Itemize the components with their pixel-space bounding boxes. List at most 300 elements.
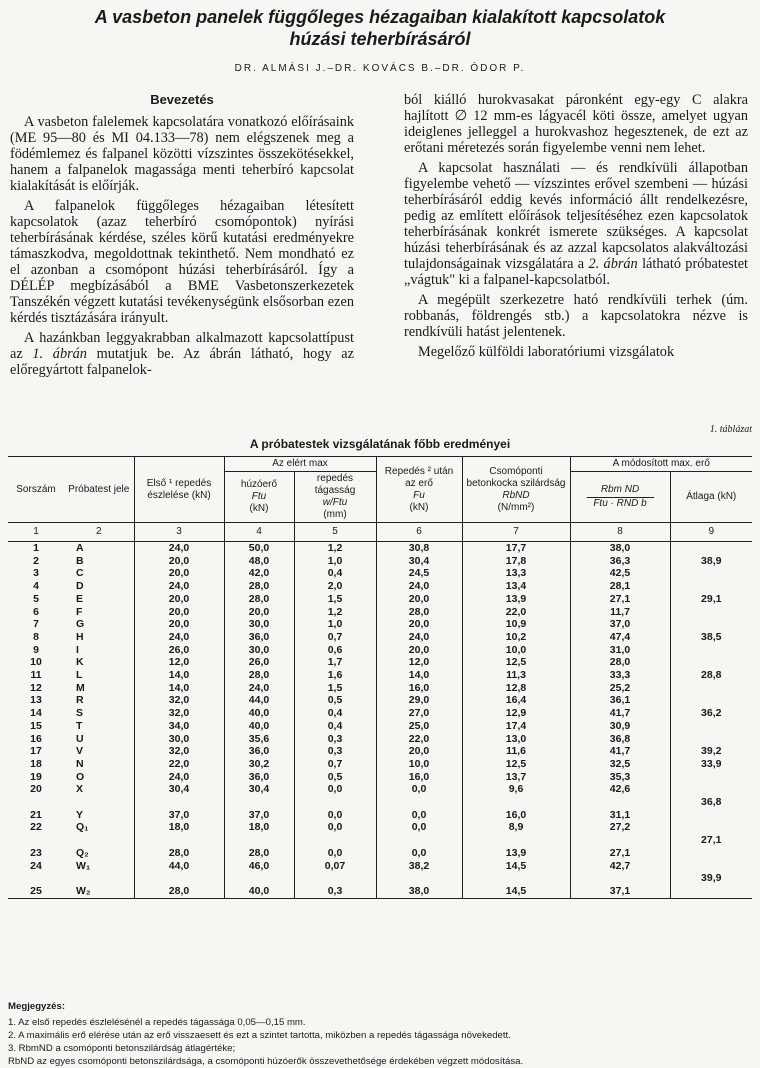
cell-huzoero: 28,0: [224, 669, 294, 682]
cell-jel: L: [76, 669, 83, 682]
cell-sorszam: 1: [33, 542, 39, 554]
cell-atlag: [670, 682, 752, 695]
cell-jel: D: [76, 580, 84, 593]
cell-elso: 34,0: [134, 720, 224, 733]
cell-huzoero: 36,0: [224, 771, 294, 784]
cell-huzoero: 42,0: [224, 567, 294, 580]
table-body: [8, 542, 752, 899]
cell-atlag: 36,8: [670, 796, 752, 809]
cell-repedes: 1,0: [294, 618, 376, 631]
note-3: 3. RbmND a csomóponti betonszilárdság átlagértéke;: [8, 1043, 236, 1054]
header-csomo-symbol: RbND: [502, 489, 530, 501]
formula-numerator: Rbm ND: [600, 484, 640, 495]
cell-atlag: 27,1: [670, 834, 752, 847]
cell-modos: 28,1: [570, 580, 670, 593]
cell-sorszam: 14: [30, 707, 42, 720]
cell-modos: [570, 872, 670, 885]
title-line-1: A vasbeton panelek függőleges hézagaiban kialakított kapcsolatok: [94, 7, 666, 27]
cell-huzoero: 40,0: [224, 885, 294, 898]
cell-utan: 0,0: [376, 847, 462, 860]
cell-jel: Y: [76, 808, 84, 821]
cell-modos: 47,4: [570, 631, 670, 644]
cell-atlag: [670, 783, 752, 796]
cell-csomo: 14,5: [462, 885, 570, 898]
cell-repedes: 1,6: [294, 669, 376, 682]
cell-jel: G: [76, 618, 85, 631]
cell-jel: M: [76, 681, 85, 694]
cell-jel: V: [76, 745, 84, 758]
cell-atlag: [670, 847, 752, 860]
figure-ref: 2. ábrán: [588, 256, 638, 272]
cell-sorszam: 7: [33, 618, 39, 631]
cell-utan: [376, 796, 462, 809]
notes: [8, 1000, 523, 1068]
cell-sorszam: 20: [30, 783, 42, 796]
cell-elso: [134, 834, 224, 847]
cell-jel: T: [76, 719, 83, 732]
cell-modos: 42,6: [570, 783, 670, 796]
header-sorszam: Sorszám: [8, 457, 64, 523]
cell-atlag: 36,2: [670, 707, 752, 720]
cell-utan: 10,0: [376, 758, 462, 771]
cell-huzoero: 35,6: [224, 733, 294, 746]
authors: DR. ALMÁSI J.–DR. KOVÁCS B.–DR. ÓDOR P.: [234, 63, 526, 74]
cell-sorszam: 3: [33, 567, 39, 580]
column-number: 4: [224, 523, 294, 542]
cell-huzoero: 20,0: [224, 606, 294, 619]
cell-repedes: [294, 834, 376, 847]
cell-elso: 26,0: [134, 644, 224, 657]
cell-csomo: 13,9: [462, 847, 570, 860]
cell-huzoero: 50,0: [224, 542, 294, 555]
cell-modos: 30,9: [570, 720, 670, 733]
header-modos-formula: [570, 472, 670, 523]
cell-modos: 32,5: [570, 758, 670, 771]
table-row: [8, 872, 752, 885]
cell-repedes: 0,5: [294, 694, 376, 707]
header-huzoero-unit: (kN): [249, 503, 269, 514]
note-2: 2. A maximális erő elérése után az erő visszaesett és ezt a szintet tartotta, miközben a repedés tágassága növekedett.: [8, 1030, 511, 1041]
cell-csomo: 22,0: [462, 606, 570, 619]
cell-huzoero: 36,0: [224, 745, 294, 758]
cell-sorszam: 9: [33, 643, 39, 656]
cell-repedes: 0,7: [294, 758, 376, 771]
cell-repedes: 1,2: [294, 606, 376, 619]
cell-modos: 27,1: [570, 593, 670, 606]
note-1: 1. Az első repedés észlelésénél a repedés tágassága 0,05—0,15 mm.: [8, 1017, 306, 1028]
cell-modos: 42,7: [570, 860, 670, 873]
cell-atlag: [670, 618, 752, 631]
cell-atlag: 28,8: [670, 669, 752, 682]
cell-utan: 20,0: [376, 593, 462, 606]
cell-sorszam: 25: [8, 885, 64, 898]
cell-jel: R: [76, 694, 84, 707]
cell-csomo: 12,9: [462, 707, 570, 720]
paragraph: A falpanelok függőleges hézagaiban létesített kapcsolatok (azaz teherbíró csomópontok) nyírási teherbírásának kérdése, széles körű kutatási eredményekre támaszkodva, megoldottnak tekinthető. Nem mondható ez el azonban a csomópont húzási teherbírásáról. Így a DÉLÉP megbízásából a BME Vasbetonszerkezetek Tanszékén végzett kutatási tevékenységünk elsősorban ezen kérdés tisztázására irányult.: [10, 198, 354, 326]
cell-utan: 30,8: [376, 542, 462, 555]
cell-csomo: 13,4: [462, 580, 570, 593]
cell-utan: 38,2: [376, 860, 462, 873]
cell-utan: 24,0: [376, 580, 462, 593]
table-row: [8, 847, 752, 860]
cell-atlag: 33,9: [670, 758, 752, 771]
cell-modos: 31,1: [570, 809, 670, 822]
cell-huzoero: 48,0: [224, 555, 294, 568]
table-row: [8, 733, 752, 746]
cell-utan: 0,0: [376, 809, 462, 822]
article-title: [0, 6, 760, 50]
cell-modos: [570, 796, 670, 809]
cell-sorszam: 18: [30, 757, 42, 770]
cell-repedes: 0,4: [294, 707, 376, 720]
header-modos: A módosított max. erő: [570, 457, 752, 472]
cell-huzoero: 40,0: [224, 707, 294, 720]
cell-csomo: 12,8: [462, 682, 570, 695]
cell-modos: 25,2: [570, 682, 670, 695]
header-jel: Próbatest jele: [64, 457, 134, 523]
cell-modos: 37,1: [570, 885, 670, 898]
cell-utan: 28,0: [376, 606, 462, 619]
cell-elso: 32,0: [134, 745, 224, 758]
table-row: [8, 720, 752, 733]
cell-huzoero: 44,0: [224, 694, 294, 707]
cell-repedes: 1,7: [294, 656, 376, 669]
header-utan-label: Repedés ² után az erő: [384, 465, 454, 489]
cell-huzoero: 18,0: [224, 821, 294, 834]
column-number: 7: [462, 523, 570, 542]
table-row: [8, 606, 752, 619]
cell-csomo: 17,7: [462, 542, 570, 555]
cell-elso: [134, 796, 224, 809]
cell-atlag: [670, 771, 752, 784]
header-repedes-unit: (mm): [323, 509, 347, 520]
cell-modos: 31,0: [570, 644, 670, 657]
header-elert: Az elért max: [224, 457, 376, 472]
column-number: 5: [294, 523, 376, 542]
cell-sorszam: [8, 834, 64, 847]
cell-atlag: [670, 606, 752, 619]
cell-jel: [64, 796, 134, 809]
cell-elso: 32,0: [134, 694, 224, 707]
column-number: 1: [8, 523, 64, 542]
cell-elso: 14,0: [134, 669, 224, 682]
cell-csomo: 16,4: [462, 694, 570, 707]
table-title: A próbatestek vizsgálatának főbb eredményei: [249, 437, 511, 451]
table-row: [8, 885, 752, 898]
cell-sorszam: 22: [30, 821, 42, 834]
cell-modos: 27,1: [570, 847, 670, 860]
header-csomo: [462, 457, 570, 523]
cell-modos: 41,7: [570, 745, 670, 758]
cell-csomo: 10,2: [462, 631, 570, 644]
cell-jel: K: [76, 656, 84, 669]
column-number: 2: [64, 523, 134, 542]
table-row: [8, 567, 752, 580]
column-number: 6: [376, 523, 462, 542]
cell-modos: 11,7: [570, 606, 670, 619]
cell-repedes: 1,0: [294, 555, 376, 568]
cell-sorszam: 4: [33, 580, 39, 593]
table-row: [8, 796, 752, 809]
cell-sorszam: 19: [30, 770, 42, 783]
header-repedes: [294, 472, 376, 523]
cell-utan: 12,0: [376, 656, 462, 669]
cell-sorszam: 17: [30, 745, 42, 758]
cell-atlag: [670, 694, 752, 707]
header-csomo-unit: (N/mm²): [497, 501, 535, 513]
cell-csomo: 13,7: [462, 771, 570, 784]
cell-modos: 35,3: [570, 771, 670, 784]
cell-jel: W₁: [76, 859, 91, 872]
cell-modos: 37,0: [570, 618, 670, 631]
cell-sorszam: 6: [33, 605, 39, 618]
header-utan-symbol: Fu: [413, 489, 425, 501]
table-number: 1. táblázat: [709, 424, 752, 435]
cell-jel: Q₂: [76, 846, 89, 859]
cell-modos: 42,5: [570, 567, 670, 580]
cell-repedes: 0,3: [294, 733, 376, 746]
cell-repedes: 0,0: [294, 809, 376, 822]
cell-elso: 24,0: [134, 771, 224, 784]
cell-repedes: 0,6: [294, 644, 376, 657]
cell-utan: 24,0: [376, 631, 462, 644]
cell-atlag: [670, 720, 752, 733]
cell-sorszam: 2: [33, 554, 39, 567]
cell-repedes: [294, 872, 376, 885]
cell-csomo: 13,9: [462, 593, 570, 606]
cell-modos: 36,1: [570, 694, 670, 707]
cell-atlag: 39,9: [670, 872, 752, 885]
cell-csomo: 12,5: [462, 758, 570, 771]
cell-huzoero: 46,0: [224, 860, 294, 873]
cell-repedes: 0,7: [294, 631, 376, 644]
table-row: [8, 542, 752, 555]
table-row: [8, 707, 752, 720]
cell-sorszam: 15: [30, 719, 42, 732]
section-heading: Bevezetés: [150, 92, 214, 107]
cell-sorszam: 10: [30, 656, 42, 669]
cell-repedes: 1,5: [294, 682, 376, 695]
cell-csomo: 8,9: [462, 821, 570, 834]
cell-repedes: [294, 796, 376, 809]
text-run: látható próbatestet „vágtuk" ki a falpanel-kapcsolatból.: [404, 256, 749, 288]
header-elso: Első ¹ repedés észlelése (kN): [134, 457, 224, 523]
cell-huzoero: [224, 872, 294, 885]
cell-elso: 24,0: [134, 631, 224, 644]
header-huzoero: [224, 472, 294, 523]
table-row: [8, 644, 752, 657]
header-huzoero-label: húzóerő: [240, 479, 278, 490]
column-number: 3: [134, 523, 224, 542]
cell-atlag: 38,5: [670, 631, 752, 644]
cell-jel: N: [76, 757, 84, 770]
cell-sorszam: 13: [30, 694, 42, 707]
cell-utan: 0,0: [376, 783, 462, 796]
cell-elso: 20,0: [134, 593, 224, 606]
cell-csomo: [462, 796, 570, 809]
cell-csomo: 16,0: [462, 809, 570, 822]
note-4: RbND az egyes csomóponti betonszilárdsága, a csomóponti húzóerők összevethetősége érdekében végzett módosítása.: [8, 1056, 524, 1067]
cell-atlag: [670, 821, 752, 834]
table-row: [8, 860, 752, 873]
cell-huzoero: 37,0: [224, 809, 294, 822]
cell-huzoero: 28,0: [224, 847, 294, 860]
cell-utan: 25,0: [376, 720, 462, 733]
cell-atlag: [670, 885, 752, 898]
cell-elso: 20,0: [134, 567, 224, 580]
cell-sorszam: 16: [30, 732, 42, 745]
column-number-row: [8, 523, 752, 542]
cell-modos: 33,3: [570, 669, 670, 682]
cell-elso: 30,0: [134, 733, 224, 746]
cell-sorszam: [8, 872, 64, 885]
cell-atlag: [670, 733, 752, 746]
cell-utan: 0,0: [376, 821, 462, 834]
cell-repedes: 0,0: [294, 821, 376, 834]
cell-jel: Q₁: [76, 821, 89, 834]
cell-jel: W₂: [64, 885, 134, 898]
cell-repedes: 2,0: [294, 580, 376, 593]
cell-modos: 28,0: [570, 656, 670, 669]
cell-csomo: 9,6: [462, 783, 570, 796]
column-number: 8: [570, 523, 670, 542]
results-table: [8, 456, 752, 899]
text-run: mutatjuk be. Az ábrán látható, hogy az előregyártott falpanelok-: [10, 346, 354, 378]
cell-utan: 16,0: [376, 682, 462, 695]
cell-utan: 20,0: [376, 644, 462, 657]
cell-elso: [134, 872, 224, 885]
cell-sorszam: 21: [30, 808, 42, 821]
cell-jel: H: [76, 630, 84, 643]
cell-atlag: [670, 644, 752, 657]
cell-elso: 20,0: [134, 555, 224, 568]
cell-repedes: 0,4: [294, 567, 376, 580]
table-row: [8, 618, 752, 631]
cell-modos: 36,8: [570, 733, 670, 746]
paragraph: Megelőző külföldi laboratóriumi vizsgálatok: [418, 344, 675, 360]
header-repedes-symbol: w/Ftu: [322, 497, 348, 508]
cell-csomo: 11,6: [462, 745, 570, 758]
cell-huzoero: 30,0: [224, 644, 294, 657]
cell-atlag: 29,1: [670, 593, 752, 606]
cell-utan: 38,0: [376, 885, 462, 898]
cell-huzoero: 30,4: [224, 783, 294, 796]
header-utan: [376, 457, 462, 523]
cell-sorszam: 12: [30, 681, 42, 694]
cell-csomo: 12,5: [462, 656, 570, 669]
cell-repedes: 0,3: [294, 745, 376, 758]
cell-elso: 30,4: [134, 783, 224, 796]
cell-jel: E: [76, 592, 84, 605]
cell-utan: 24,5: [376, 567, 462, 580]
cell-csomo: 11,3: [462, 669, 570, 682]
cell-atlag: [670, 580, 752, 593]
cell-repedes: 0,4: [294, 720, 376, 733]
cell-elso: 22,0: [134, 758, 224, 771]
cell-sorszam: [8, 796, 64, 809]
cell-atlag: [670, 860, 752, 873]
table-row: [8, 656, 752, 669]
cell-utan: 14,0: [376, 669, 462, 682]
cell-elso: 28,0: [134, 847, 224, 860]
header-repedes-label: repedés tágasság: [314, 473, 356, 496]
cell-modos: 38,0: [570, 542, 670, 555]
cell-elso: 20,0: [134, 606, 224, 619]
cell-utan: 22,0: [376, 733, 462, 746]
header-utan-unit: (kN): [409, 501, 429, 513]
cell-huzoero: 24,0: [224, 682, 294, 695]
cell-elso: 24,0: [134, 580, 224, 593]
cell-jel: C: [76, 567, 84, 580]
cell-sorszam: 24: [30, 859, 42, 872]
cell-elso: 32,0: [134, 707, 224, 720]
cell-repedes: 0,3: [294, 885, 376, 898]
cell-elso: 20,0: [134, 618, 224, 631]
table-row: [8, 821, 752, 834]
cell-jel: X: [76, 783, 84, 796]
table-row: [8, 669, 752, 682]
cell-sorszam: 11: [30, 669, 42, 682]
cell-modos: [570, 834, 670, 847]
cell-jel: [64, 834, 134, 847]
cell-repedes: 1,2: [294, 542, 376, 555]
cell-repedes: 1,5: [294, 593, 376, 606]
table-row: [8, 694, 752, 707]
cell-huzoero: [224, 796, 294, 809]
cell-repedes: 0,5: [294, 771, 376, 784]
cell-sorszam: 5: [33, 592, 39, 605]
cell-elso: 18,0: [134, 821, 224, 834]
cell-atlag: [670, 809, 752, 822]
formula-denominator: Ftu · RND b: [587, 497, 654, 510]
table-row: [8, 682, 752, 695]
cell-jel: S: [76, 707, 84, 720]
cell-atlag: [670, 656, 752, 669]
cell-jel: F: [76, 605, 83, 618]
cell-jel: A: [76, 542, 84, 554]
cell-elso: 24,0: [134, 542, 224, 555]
cell-utan: 20,0: [376, 745, 462, 758]
figure-ref: 1. ábrán: [32, 346, 87, 362]
cell-csomo: 13,0: [462, 733, 570, 746]
table-row: [8, 783, 752, 796]
column-number: 9: [670, 523, 752, 542]
cell-repedes: 0,0: [294, 783, 376, 796]
cell-utan: [376, 834, 462, 847]
cell-csomo: 13,3: [462, 567, 570, 580]
cell-csomo: 14,5: [462, 860, 570, 873]
cell-huzoero: 40,0: [224, 720, 294, 733]
header-atlag: Átlaga (kN): [670, 472, 752, 523]
left-column: [10, 92, 354, 382]
right-column: [404, 92, 748, 364]
cell-utan: 27,0: [376, 707, 462, 720]
cell-atlag: [670, 567, 752, 580]
text-run: A kapcsolat használati — és rendkívüli állapotban figyelembe vehető — vízszintes erővel szembeni — húzási teherbírásáról eddig kevés információ állt rendelkezésre, pedig az említett előírások teljesítéséhez ezen kapcsolatok teherbírásának konkrét ismerete szükséges. A kapcsolat húzási teherbírásának és az azzal kapcsolatos alakváltozási tulajdonságainak vizsgálatára a: [404, 160, 748, 272]
cell-atlag: [670, 542, 752, 555]
cell-csomo: 17,8: [462, 555, 570, 568]
cell-huzoero: [224, 834, 294, 847]
cell-repedes: 0,07: [294, 860, 376, 873]
cell-huzoero: 26,0: [224, 656, 294, 669]
table-row: [8, 758, 752, 771]
cell-elso: 37,0: [134, 809, 224, 822]
cell-huzoero: 28,0: [224, 593, 294, 606]
title-line-2: húzási teherbírásáról: [289, 29, 471, 49]
cell-jel: B: [76, 554, 84, 567]
cell-elso: 14,0: [134, 682, 224, 695]
cell-csomo: 10,0: [462, 644, 570, 657]
